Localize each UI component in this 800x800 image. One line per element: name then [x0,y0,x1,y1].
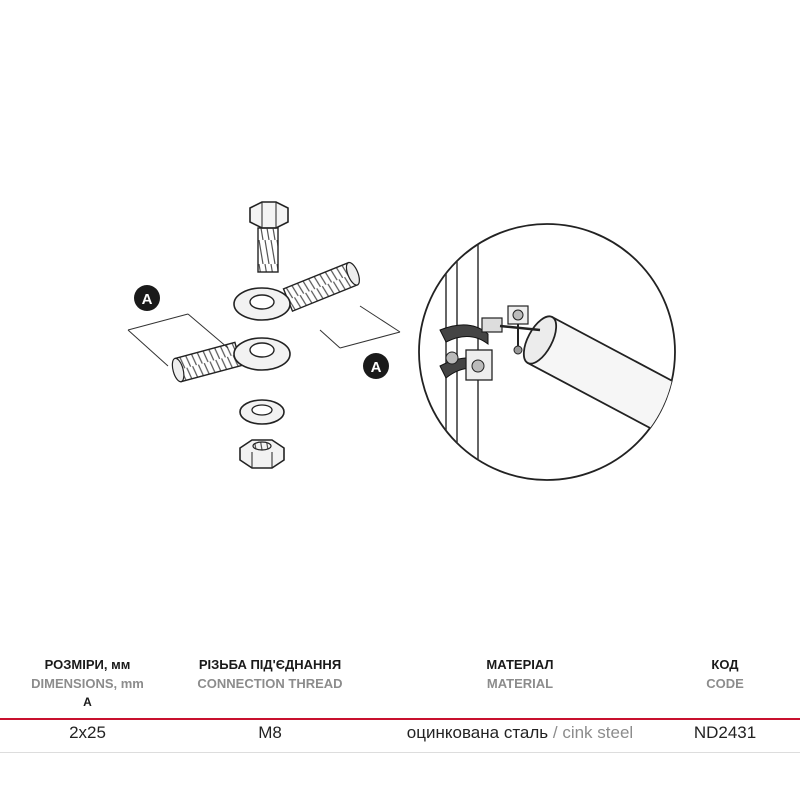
header-code [675,655,775,693]
header-dimensions-sub: A [83,695,92,709]
header-divider [0,718,800,720]
header-dimensions [0,655,175,712]
lower-eye-bolt [170,338,290,383]
dimension-marker-right-label: A [370,359,382,376]
hex-bolt [250,202,288,272]
installation-detail-view [419,220,702,490]
washer [240,400,284,424]
value-material-uk: оцинкована сталь [406,723,549,742]
dimension-marker-right [363,353,389,379]
row-divider [0,752,800,753]
upper-eye-bolt [234,261,362,320]
header-dimensions-uk: РОЗМІРИ, мм [44,657,131,672]
value-material [365,723,675,743]
value-code: ND2431 [693,723,757,742]
value-thread: M8 [258,723,282,742]
value-material-sep: / [548,723,563,742]
header-code-en: CODE [706,676,744,691]
header-thread [175,655,365,693]
header-thread-uk: РІЗЬБА ПІД'ЄДНАННЯ [198,657,342,672]
dimension-marker-left-label: A [141,291,153,308]
value-dimensions: 2x25 [69,723,106,742]
header-thread-en: CONNECTION THREAD [197,676,343,691]
dimension-marker-left [134,285,160,311]
header-material-en: MATERIAL [486,676,554,691]
header-material [365,655,675,693]
hex-nut [240,440,284,468]
header-dimensions-en: DIMENSIONS, mm [31,676,144,691]
header-code-uk: КОД [711,657,739,672]
header-material-uk: МАТЕРІАЛ [486,657,554,672]
value-material-en: cink steel [562,723,634,742]
